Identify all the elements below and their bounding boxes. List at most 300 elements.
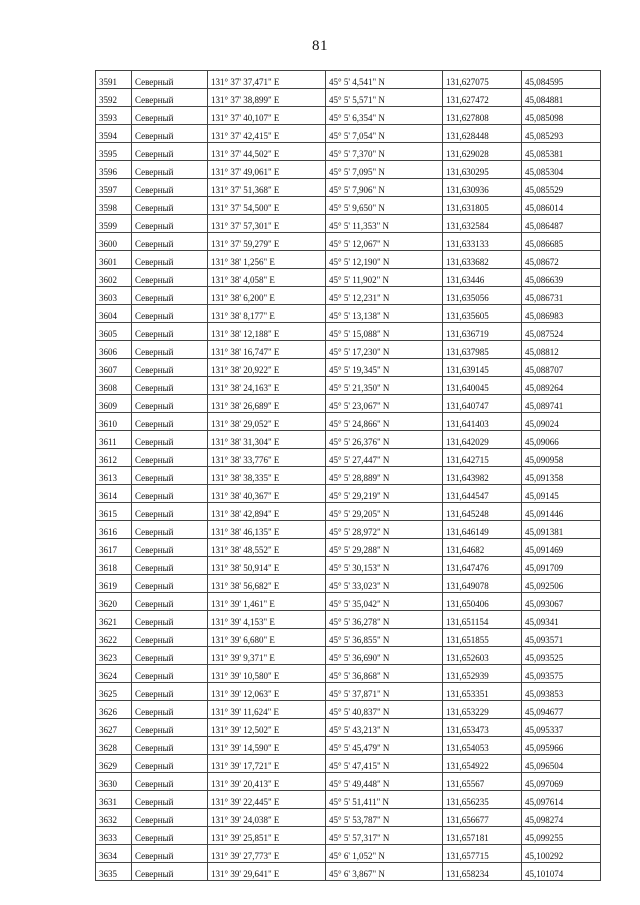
page-number: 81 [312, 38, 328, 54]
table-row [96, 233, 601, 251]
longitude-dms-cell: 131° 38' 40,367" E [208, 485, 326, 503]
longitude-dms-cell: 131° 38' 1,256" E [208, 251, 326, 269]
latitude-dms-cell: 45° 5' 5,571" N [326, 89, 443, 107]
latitude-dms-cell: 45° 5' 12,067" N [326, 233, 443, 251]
latitude-decimal-cell: 45,093853 [522, 683, 601, 701]
latitude-dms-cell: 45° 5' 7,906" N [326, 179, 443, 197]
zone-name-cell: Северный [132, 467, 208, 485]
latitude-dms-cell: 45° 5' 12,190" N [326, 251, 443, 269]
longitude-decimal-cell: 131,635605 [443, 305, 522, 323]
longitude-decimal-cell: 131,627808 [443, 107, 522, 125]
table-row [96, 161, 601, 179]
table-row [96, 701, 601, 719]
point-number-cell: 3619 [96, 575, 132, 593]
longitude-decimal-cell: 131,653473 [443, 719, 522, 737]
point-number-cell: 3616 [96, 521, 132, 539]
latitude-decimal-cell: 45,091446 [522, 503, 601, 521]
longitude-dms-cell: 131° 38' 8,177" E [208, 305, 326, 323]
latitude-decimal-cell: 45,086487 [522, 215, 601, 233]
point-number-cell: 3626 [96, 701, 132, 719]
latitude-decimal-cell: 45,085293 [522, 125, 601, 143]
longitude-decimal-cell: 131,643982 [443, 467, 522, 485]
table-row [96, 629, 601, 647]
latitude-decimal-cell: 45,09145 [522, 485, 601, 503]
latitude-dms-cell: 45° 5' 6,354" N [326, 107, 443, 125]
latitude-decimal-cell: 45,092506 [522, 575, 601, 593]
latitude-dms-cell: 45° 5' 35,042" N [326, 593, 443, 611]
point-number-cell: 3621 [96, 611, 132, 629]
latitude-decimal-cell: 45,095337 [522, 719, 601, 737]
latitude-decimal-cell: 45,086014 [522, 197, 601, 215]
table-row [96, 593, 601, 611]
latitude-dms-cell: 45° 5' 53,787" N [326, 809, 443, 827]
longitude-dms-cell: 131° 38' 29,052" E [208, 413, 326, 431]
zone-name-cell: Северный [132, 125, 208, 143]
latitude-dms-cell: 45° 5' 11,902" N [326, 269, 443, 287]
zone-name-cell: Северный [132, 485, 208, 503]
zone-name-cell: Северный [132, 521, 208, 539]
point-number-cell: 3606 [96, 341, 132, 359]
latitude-dms-cell: 45° 5' 47,415" N [326, 755, 443, 773]
latitude-decimal-cell: 45,088707 [522, 359, 601, 377]
coordinates-table [95, 70, 601, 881]
point-number-cell: 3603 [96, 287, 132, 305]
longitude-dms-cell: 131° 39' 29,641" E [208, 863, 326, 881]
longitude-dms-cell: 131° 39' 27,773" E [208, 845, 326, 863]
zone-name-cell: Северный [132, 809, 208, 827]
point-number-cell: 3610 [96, 413, 132, 431]
zone-name-cell: Северный [132, 287, 208, 305]
table-row [96, 845, 601, 863]
latitude-dms-cell: 45° 5' 30,153" N [326, 557, 443, 575]
point-number-cell: 3597 [96, 179, 132, 197]
latitude-decimal-cell: 45,086639 [522, 269, 601, 287]
longitude-dms-cell: 131° 39' 6,680" E [208, 629, 326, 647]
zone-name-cell: Северный [132, 629, 208, 647]
point-number-cell: 3608 [96, 377, 132, 395]
latitude-decimal-cell: 45,085098 [522, 107, 601, 125]
latitude-dms-cell: 45° 5' 33,023" N [326, 575, 443, 593]
table-row [96, 665, 601, 683]
longitude-dms-cell: 131° 38' 56,682" E [208, 575, 326, 593]
longitude-dms-cell: 131° 37' 59,279" E [208, 233, 326, 251]
table-row [96, 647, 601, 665]
longitude-dms-cell: 131° 38' 48,552" E [208, 539, 326, 557]
point-number-cell: 3628 [96, 737, 132, 755]
longitude-dms-cell: 131° 37' 51,368" E [208, 179, 326, 197]
zone-name-cell: Северный [132, 413, 208, 431]
latitude-dms-cell: 45° 5' 57,317" N [326, 827, 443, 845]
zone-name-cell: Северный [132, 395, 208, 413]
longitude-decimal-cell: 131,65567 [443, 773, 522, 791]
zone-name-cell: Северный [132, 215, 208, 233]
longitude-decimal-cell: 131,657181 [443, 827, 522, 845]
table-row [96, 89, 601, 107]
longitude-decimal-cell: 131,642715 [443, 449, 522, 467]
latitude-decimal-cell: 45,085529 [522, 179, 601, 197]
latitude-dms-cell: 45° 5' 28,972" N [326, 521, 443, 539]
latitude-decimal-cell: 45,091469 [522, 539, 601, 557]
latitude-dms-cell: 45° 5' 9,650" N [326, 197, 443, 215]
latitude-dms-cell: 45° 5' 7,095" N [326, 161, 443, 179]
table-row [96, 755, 601, 773]
zone-name-cell: Северный [132, 773, 208, 791]
longitude-decimal-cell: 131,646149 [443, 521, 522, 539]
longitude-decimal-cell: 131,639145 [443, 359, 522, 377]
longitude-decimal-cell: 131,64682 [443, 539, 522, 557]
longitude-decimal-cell: 131,640747 [443, 395, 522, 413]
longitude-dms-cell: 131° 39' 4,153" E [208, 611, 326, 629]
table-row [96, 305, 601, 323]
zone-name-cell: Северный [132, 179, 208, 197]
latitude-decimal-cell: 45,089264 [522, 377, 601, 395]
longitude-decimal-cell: 131,652939 [443, 665, 522, 683]
longitude-decimal-cell: 131,635056 [443, 287, 522, 305]
point-number-cell: 3627 [96, 719, 132, 737]
zone-name-cell: Северный [132, 431, 208, 449]
point-number-cell: 3609 [96, 395, 132, 413]
table-row [96, 341, 601, 359]
point-number-cell: 3615 [96, 503, 132, 521]
zone-name-cell: Северный [132, 161, 208, 179]
longitude-dms-cell: 131° 38' 20,922" E [208, 359, 326, 377]
longitude-dms-cell: 131° 39' 17,721" E [208, 755, 326, 773]
longitude-dms-cell: 131° 39' 10,580" E [208, 665, 326, 683]
point-number-cell: 3601 [96, 251, 132, 269]
table-row [96, 215, 601, 233]
latitude-decimal-cell: 45,086983 [522, 305, 601, 323]
table-row [96, 683, 601, 701]
latitude-dms-cell: 45° 5' 17,230" N [326, 341, 443, 359]
zone-name-cell: Северный [132, 845, 208, 863]
zone-name-cell: Северный [132, 827, 208, 845]
latitude-decimal-cell: 45,093571 [522, 629, 601, 647]
zone-name-cell: Северный [132, 449, 208, 467]
latitude-decimal-cell: 45,091358 [522, 467, 601, 485]
longitude-decimal-cell: 131,629028 [443, 143, 522, 161]
longitude-dms-cell: 131° 37' 49,061" E [208, 161, 326, 179]
zone-name-cell: Северный [132, 89, 208, 107]
longitude-decimal-cell: 131,650406 [443, 593, 522, 611]
longitude-decimal-cell: 131,657715 [443, 845, 522, 863]
longitude-decimal-cell: 131,656677 [443, 809, 522, 827]
point-number-cell: 3614 [96, 485, 132, 503]
longitude-decimal-cell: 131,636719 [443, 323, 522, 341]
longitude-decimal-cell: 131,647476 [443, 557, 522, 575]
zone-name-cell: Северный [132, 737, 208, 755]
point-number-cell: 3592 [96, 89, 132, 107]
longitude-dms-cell: 131° 39' 12,063" E [208, 683, 326, 701]
longitude-decimal-cell: 131,627472 [443, 89, 522, 107]
latitude-dms-cell: 45° 5' 29,205" N [326, 503, 443, 521]
point-number-cell: 3595 [96, 143, 132, 161]
longitude-decimal-cell: 131,63446 [443, 269, 522, 287]
table-row [96, 719, 601, 737]
point-number-cell: 3622 [96, 629, 132, 647]
latitude-decimal-cell: 45,086731 [522, 287, 601, 305]
zone-name-cell: Северный [132, 593, 208, 611]
point-number-cell: 3629 [96, 755, 132, 773]
longitude-dms-cell: 131° 39' 12,502" E [208, 719, 326, 737]
longitude-dms-cell: 131° 37' 54,500" E [208, 197, 326, 215]
latitude-dms-cell: 45° 5' 15,088" N [326, 323, 443, 341]
longitude-decimal-cell: 131,644547 [443, 485, 522, 503]
latitude-dms-cell: 45° 5' 45,479" N [326, 737, 443, 755]
longitude-dms-cell: 131° 39' 25,851" E [208, 827, 326, 845]
latitude-dms-cell: 45° 5' 28,889" N [326, 467, 443, 485]
table-row [96, 179, 601, 197]
point-number-cell: 3618 [96, 557, 132, 575]
point-number-cell: 3599 [96, 215, 132, 233]
latitude-decimal-cell: 45,094677 [522, 701, 601, 719]
longitude-decimal-cell: 131,653351 [443, 683, 522, 701]
table-row [96, 809, 601, 827]
point-number-cell: 3634 [96, 845, 132, 863]
table-row [96, 377, 601, 395]
zone-name-cell: Северный [132, 683, 208, 701]
latitude-dms-cell: 45° 5' 29,219" N [326, 485, 443, 503]
longitude-dms-cell: 131° 38' 46,135" E [208, 521, 326, 539]
point-number-cell: 3633 [96, 827, 132, 845]
point-number-cell: 3625 [96, 683, 132, 701]
latitude-decimal-cell: 45,091709 [522, 557, 601, 575]
zone-name-cell: Северный [132, 755, 208, 773]
latitude-decimal-cell: 45,08672 [522, 251, 601, 269]
latitude-decimal-cell: 45,093575 [522, 665, 601, 683]
longitude-decimal-cell: 131,653229 [443, 701, 522, 719]
latitude-dms-cell: 45° 5' 36,278" N [326, 611, 443, 629]
point-number-cell: 3591 [96, 71, 132, 89]
longitude-dms-cell: 131° 38' 33,776" E [208, 449, 326, 467]
table-row [96, 449, 601, 467]
longitude-dms-cell: 131° 37' 37,471" E [208, 71, 326, 89]
point-number-cell: 3600 [96, 233, 132, 251]
point-number-cell: 3623 [96, 647, 132, 665]
latitude-decimal-cell: 45,08812 [522, 341, 601, 359]
longitude-dms-cell: 131° 37' 40,107" E [208, 107, 326, 125]
longitude-decimal-cell: 131,654053 [443, 737, 522, 755]
latitude-decimal-cell: 45,097614 [522, 791, 601, 809]
latitude-decimal-cell: 45,087524 [522, 323, 601, 341]
zone-name-cell: Северный [132, 341, 208, 359]
point-number-cell: 3632 [96, 809, 132, 827]
zone-name-cell: Северный [132, 503, 208, 521]
longitude-decimal-cell: 131,633133 [443, 233, 522, 251]
longitude-dms-cell: 131° 38' 31,304" E [208, 431, 326, 449]
table-row [96, 557, 601, 575]
zone-name-cell: Северный [132, 305, 208, 323]
latitude-dms-cell: 45° 5' 36,855" N [326, 629, 443, 647]
point-number-cell: 3617 [96, 539, 132, 557]
point-number-cell: 3612 [96, 449, 132, 467]
table-row [96, 143, 601, 161]
latitude-decimal-cell: 45,098274 [522, 809, 601, 827]
point-number-cell: 3631 [96, 791, 132, 809]
table-row [96, 827, 601, 845]
longitude-decimal-cell: 131,633682 [443, 251, 522, 269]
point-number-cell: 3598 [96, 197, 132, 215]
table-row [96, 791, 601, 809]
longitude-decimal-cell: 131,645248 [443, 503, 522, 521]
latitude-dms-cell: 45° 5' 11,353" N [326, 215, 443, 233]
longitude-dms-cell: 131° 38' 42,894" E [208, 503, 326, 521]
table-row [96, 107, 601, 125]
longitude-dms-cell: 131° 39' 20,413" E [208, 773, 326, 791]
latitude-decimal-cell: 45,085304 [522, 161, 601, 179]
longitude-dms-cell: 131° 37' 42,415" E [208, 125, 326, 143]
longitude-dms-cell: 131° 38' 16,747" E [208, 341, 326, 359]
zone-name-cell: Северный [132, 377, 208, 395]
table-row [96, 467, 601, 485]
latitude-decimal-cell: 45,101074 [522, 863, 601, 881]
latitude-dms-cell: 45° 5' 27,447" N [326, 449, 443, 467]
table-row [96, 863, 601, 881]
longitude-decimal-cell: 131,651154 [443, 611, 522, 629]
longitude-dms-cell: 131° 39' 22,445" E [208, 791, 326, 809]
latitude-decimal-cell: 45,093525 [522, 647, 601, 665]
latitude-decimal-cell: 45,084881 [522, 89, 601, 107]
table-row [96, 611, 601, 629]
latitude-decimal-cell: 45,09024 [522, 413, 601, 431]
longitude-decimal-cell: 131,630295 [443, 161, 522, 179]
longitude-decimal-cell: 131,627075 [443, 71, 522, 89]
table-row [96, 71, 601, 89]
latitude-dms-cell: 45° 5' 49,448" N [326, 773, 443, 791]
longitude-dms-cell: 131° 39' 11,624" E [208, 701, 326, 719]
latitude-decimal-cell: 45,084595 [522, 71, 601, 89]
table-row [96, 737, 601, 755]
zone-name-cell: Северный [132, 107, 208, 125]
latitude-dms-cell: 45° 5' 13,138" N [326, 305, 443, 323]
table-row [96, 431, 601, 449]
zone-name-cell: Северный [132, 665, 208, 683]
table-row [96, 251, 601, 269]
zone-name-cell: Северный [132, 251, 208, 269]
table-row [96, 575, 601, 593]
latitude-dms-cell: 45° 5' 37,871" N [326, 683, 443, 701]
table-row [96, 323, 601, 341]
latitude-dms-cell: 45° 5' 23,067" N [326, 395, 443, 413]
latitude-dms-cell: 45° 5' 7,370" N [326, 143, 443, 161]
longitude-dms-cell: 131° 39' 24,038" E [208, 809, 326, 827]
zone-name-cell: Северный [132, 611, 208, 629]
point-number-cell: 3613 [96, 467, 132, 485]
latitude-dms-cell: 45° 6' 3,867" N [326, 863, 443, 881]
table-row [96, 197, 601, 215]
zone-name-cell: Северный [132, 791, 208, 809]
zone-name-cell: Северный [132, 233, 208, 251]
latitude-decimal-cell: 45,085381 [522, 143, 601, 161]
longitude-decimal-cell: 131,642029 [443, 431, 522, 449]
longitude-dms-cell: 131° 39' 14,590" E [208, 737, 326, 755]
latitude-dms-cell: 45° 5' 26,376" N [326, 431, 443, 449]
latitude-decimal-cell: 45,093067 [522, 593, 601, 611]
latitude-decimal-cell: 45,096504 [522, 755, 601, 773]
zone-name-cell: Северный [132, 359, 208, 377]
zone-name-cell: Северный [132, 701, 208, 719]
zone-name-cell: Северный [132, 143, 208, 161]
latitude-dms-cell: 45° 5' 29,288" N [326, 539, 443, 557]
longitude-dms-cell: 131° 38' 26,689" E [208, 395, 326, 413]
longitude-decimal-cell: 131,631805 [443, 197, 522, 215]
table-row [96, 485, 601, 503]
latitude-dms-cell: 45° 5' 4,541" N [326, 71, 443, 89]
table-row [96, 395, 601, 413]
longitude-dms-cell: 131° 38' 6,200" E [208, 287, 326, 305]
table-row [96, 413, 601, 431]
point-number-cell: 3607 [96, 359, 132, 377]
latitude-dms-cell: 45° 5' 36,690" N [326, 647, 443, 665]
point-number-cell: 3630 [96, 773, 132, 791]
latitude-decimal-cell: 45,09066 [522, 431, 601, 449]
table-row [96, 287, 601, 305]
latitude-dms-cell: 45° 5' 21,350" N [326, 377, 443, 395]
longitude-decimal-cell: 131,649078 [443, 575, 522, 593]
longitude-decimal-cell: 131,651855 [443, 629, 522, 647]
zone-name-cell: Северный [132, 539, 208, 557]
longitude-decimal-cell: 131,637985 [443, 341, 522, 359]
latitude-dms-cell: 45° 5' 36,868" N [326, 665, 443, 683]
latitude-decimal-cell: 45,089741 [522, 395, 601, 413]
latitude-dms-cell: 45° 5' 7,054" N [326, 125, 443, 143]
zone-name-cell: Северный [132, 647, 208, 665]
longitude-dms-cell: 131° 37' 57,301" E [208, 215, 326, 233]
longitude-decimal-cell: 131,630936 [443, 179, 522, 197]
latitude-decimal-cell: 45,09341 [522, 611, 601, 629]
table-row [96, 503, 601, 521]
longitude-decimal-cell: 131,658234 [443, 863, 522, 881]
table-row [96, 521, 601, 539]
zone-name-cell: Северный [132, 575, 208, 593]
longitude-dms-cell: 131° 37' 44,502" E [208, 143, 326, 161]
point-number-cell: 3594 [96, 125, 132, 143]
point-number-cell: 3635 [96, 863, 132, 881]
longitude-decimal-cell: 131,632584 [443, 215, 522, 233]
zone-name-cell: Северный [132, 323, 208, 341]
point-number-cell: 3605 [96, 323, 132, 341]
latitude-decimal-cell: 45,086685 [522, 233, 601, 251]
longitude-dms-cell: 131° 39' 1,461" E [208, 593, 326, 611]
table-row [96, 269, 601, 287]
table-row [96, 359, 601, 377]
point-number-cell: 3593 [96, 107, 132, 125]
longitude-decimal-cell: 131,628448 [443, 125, 522, 143]
latitude-dms-cell: 45° 6' 1,052" N [326, 845, 443, 863]
latitude-dms-cell: 45° 5' 24,866" N [326, 413, 443, 431]
table-row [96, 125, 601, 143]
point-number-cell: 3611 [96, 431, 132, 449]
latitude-dms-cell: 45° 5' 12,231" N [326, 287, 443, 305]
longitude-decimal-cell: 131,656235 [443, 791, 522, 809]
latitude-dms-cell: 45° 5' 43,213" N [326, 719, 443, 737]
latitude-dms-cell: 45° 5' 40,837" N [326, 701, 443, 719]
zone-name-cell: Северный [132, 719, 208, 737]
latitude-dms-cell: 45° 5' 51,411" N [326, 791, 443, 809]
table-row [96, 539, 601, 557]
point-number-cell: 3620 [96, 593, 132, 611]
zone-name-cell: Северный [132, 863, 208, 881]
zone-name-cell: Северный [132, 269, 208, 287]
latitude-decimal-cell: 45,099255 [522, 827, 601, 845]
zone-name-cell: Северный [132, 71, 208, 89]
latitude-decimal-cell: 45,100292 [522, 845, 601, 863]
longitude-dms-cell: 131° 38' 24,163" E [208, 377, 326, 395]
longitude-decimal-cell: 131,654922 [443, 755, 522, 773]
zone-name-cell: Северный [132, 197, 208, 215]
latitude-decimal-cell: 45,097069 [522, 773, 601, 791]
point-number-cell: 3602 [96, 269, 132, 287]
longitude-decimal-cell: 131,652603 [443, 647, 522, 665]
